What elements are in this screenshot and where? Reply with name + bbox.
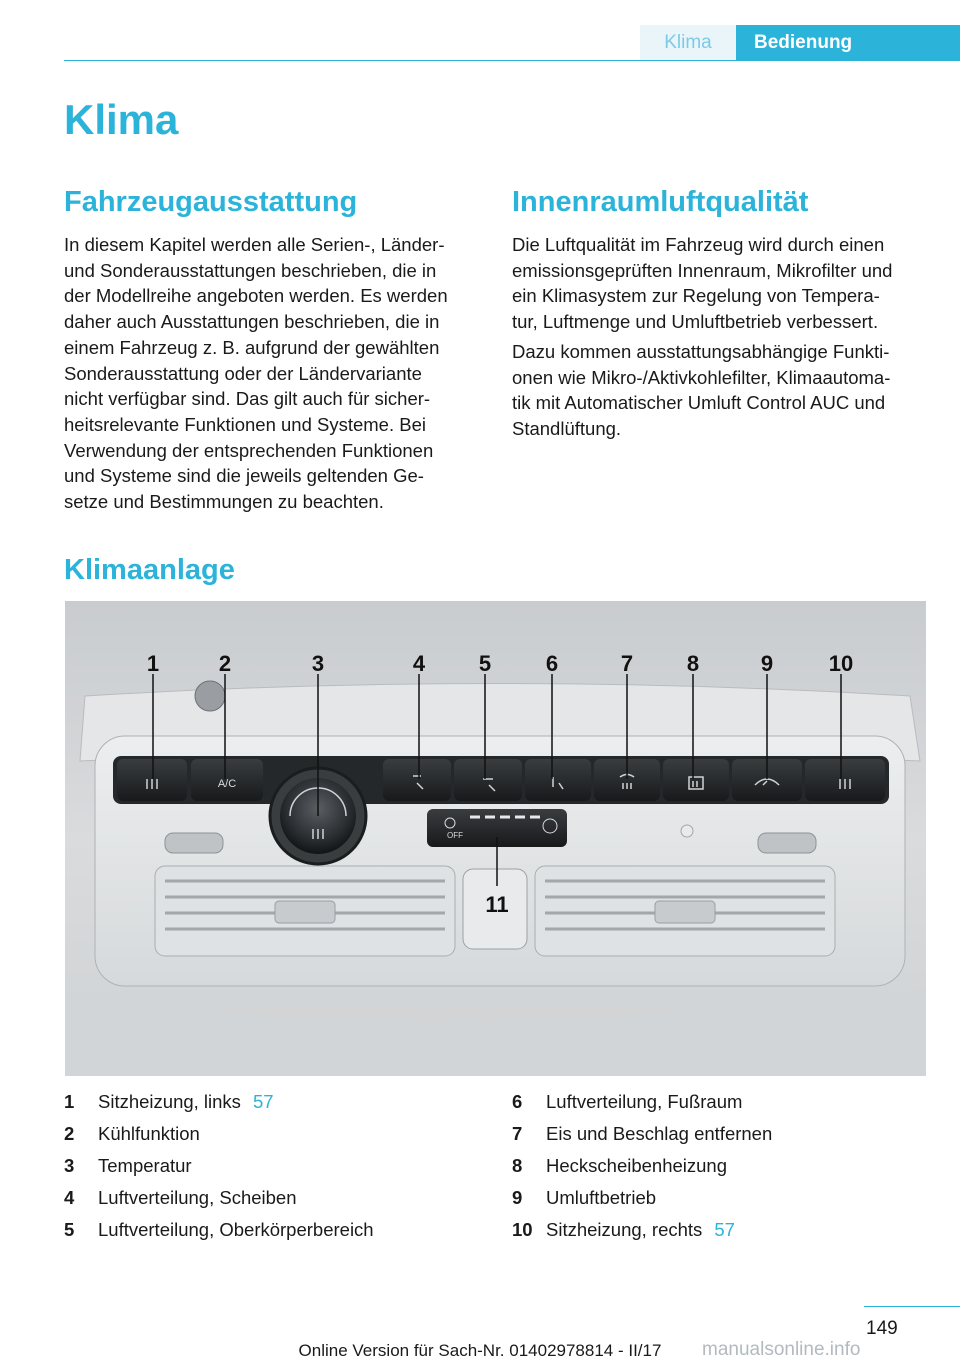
callout-4: 4	[412, 651, 426, 676]
legend-text: Luftverteilung, Oberkörperbereich	[98, 1219, 374, 1240]
callout-5: 5	[478, 651, 492, 676]
heading-klimaanlage: Klimaanlage	[64, 554, 235, 586]
ac-button-label: A/C	[217, 778, 237, 790]
callout-6: 6	[545, 651, 559, 676]
text-line: heitsrelevante Funktionen und Systeme. Bei	[64, 413, 426, 435]
text-line: und Sonderausstattungen beschrieben, die in	[64, 259, 437, 281]
legend-number: 2	[64, 1123, 75, 1144]
legend-number: 3	[64, 1155, 75, 1176]
text-line: tur, Luftmenge und Umluftbetrieb verbessert.	[512, 311, 879, 333]
paragraph-fahrzeugausstattung	[64, 232, 448, 515]
climate-panel-figure	[65, 601, 926, 1076]
air-dist-upper-body-button[interactable]	[454, 759, 522, 801]
text-line: Die Luftqualität im Fahrzeug wird durch einen	[512, 234, 885, 255]
callout-10: 10	[828, 651, 854, 676]
text-line: der Modellreihe angeboten werden. Es werden	[64, 285, 448, 307]
text-line: tik mit Automatischer Umluft Control AUC und	[512, 392, 886, 414]
text-line: setze und Bestimmungen zu beachten.	[64, 491, 384, 513]
callout-7: 7	[620, 651, 634, 676]
online-version-note: Online Version für Sach-Nr. 01402978814 - II/17	[298, 1341, 662, 1360]
text-line: einem Fahrzeug z. B. aufgrund der gewählten	[64, 336, 440, 358]
footer-rule	[864, 1306, 960, 1307]
page-reference-link[interactable]: 57	[714, 1219, 735, 1240]
heading-fahrzeugausstattung: Fahrzeugausstattung	[64, 186, 358, 218]
text-line: daher auch Ausstattungen beschrieben, die in	[64, 311, 440, 333]
volume-knob	[195, 681, 225, 711]
legend-item	[64, 1182, 484, 1214]
paragraph-innenraum-1	[512, 232, 892, 335]
sensor	[681, 825, 693, 837]
vent-wheel-right[interactable]	[758, 833, 816, 853]
page-number: 149	[866, 1318, 898, 1339]
text-line: onen wie Mikro-/Aktivkohlefilter, Klimaautoma-	[512, 366, 891, 388]
legend-item	[512, 1214, 932, 1246]
legend-text: Luftverteilung, Scheiben	[98, 1187, 297, 1208]
text-line: emissionsgeprüften Innenraum, Mikrofilter und	[512, 259, 893, 281]
callout-3: 3	[311, 651, 325, 676]
callout-8: 8	[686, 651, 700, 676]
legend-number: 4	[64, 1187, 75, 1208]
legend-number: 6	[512, 1091, 523, 1112]
text-line: und Systeme sind die jeweils geltenden Ge-	[64, 465, 424, 487]
header-tab-section: Klima	[640, 25, 736, 61]
callout-11: 11	[485, 892, 509, 917]
text-line: In diesem Kapitel werden alle Serien-, Länder-	[64, 234, 445, 255]
legend-text: Kühlfunktion	[98, 1123, 200, 1144]
heading-innenraumluftqualitaet: Innenraumluftqualität	[512, 186, 809, 218]
legend-item	[512, 1150, 932, 1182]
rear-window-heat-button[interactable]	[663, 759, 729, 801]
header-tab-chapter: Bedienung	[736, 25, 960, 61]
text-line: nicht verfügbar sind. Das gilt auch für sicher-	[64, 388, 431, 410]
legend-text: Luftverteilung, Fußraum	[546, 1091, 743, 1112]
callout-2: 2	[218, 651, 232, 676]
text-line: Dazu kommen ausstattungsabhängige Funkti-	[512, 341, 890, 362]
text-line: ein Klimasystem zur Regelung von Tempera-	[512, 285, 880, 307]
legend-item	[512, 1118, 932, 1150]
callout-1: 1	[146, 651, 160, 676]
legend-number: 10	[512, 1219, 533, 1240]
off-label: OFF	[447, 831, 463, 840]
page-title: Klima	[64, 96, 179, 143]
legend-item	[64, 1086, 484, 1118]
vent-wheel-left[interactable]	[165, 833, 223, 853]
text-line: Verwendung der entsprechenden Funktionen	[64, 439, 434, 461]
legend-number: 5	[64, 1219, 75, 1240]
legend-item	[64, 1118, 484, 1150]
legend-number: 9	[512, 1187, 523, 1208]
legend-left	[64, 1086, 484, 1246]
legend-item	[64, 1214, 484, 1246]
callout-9: 9	[760, 651, 774, 676]
legend-right	[512, 1086, 932, 1246]
watermark: manualsonline.info	[702, 1339, 861, 1360]
air-dist-windscreen-button[interactable]	[383, 759, 451, 801]
legend-item	[512, 1182, 932, 1214]
legend-number: 1	[64, 1091, 75, 1112]
legend-text: Sitzheizung, links	[98, 1091, 241, 1112]
text-line: Sonderausstattung oder der Ländervariante	[64, 362, 422, 384]
climate-panel-illustration	[65, 601, 926, 1076]
text-line: Standlüftung.	[512, 418, 622, 440]
header-rule	[64, 60, 960, 61]
legend-text: Heckscheibenheizung	[546, 1155, 728, 1176]
air-dist-footwell-button[interactable]	[525, 759, 591, 801]
legend-text: Temperatur	[98, 1155, 192, 1176]
legend-number: 7	[512, 1123, 523, 1144]
page-reference-link[interactable]: 57	[252, 1091, 274, 1112]
legend-text: Umluftbetrieb	[546, 1187, 657, 1208]
legend-item	[512, 1086, 932, 1118]
paragraph-innenraum-2	[512, 339, 890, 442]
legend-number: 8	[512, 1155, 523, 1176]
legend-item	[64, 1150, 484, 1182]
legend-text: Sitzheizung, rechts	[546, 1219, 703, 1240]
legend-text: Eis und Beschlag entfernen	[546, 1123, 773, 1144]
